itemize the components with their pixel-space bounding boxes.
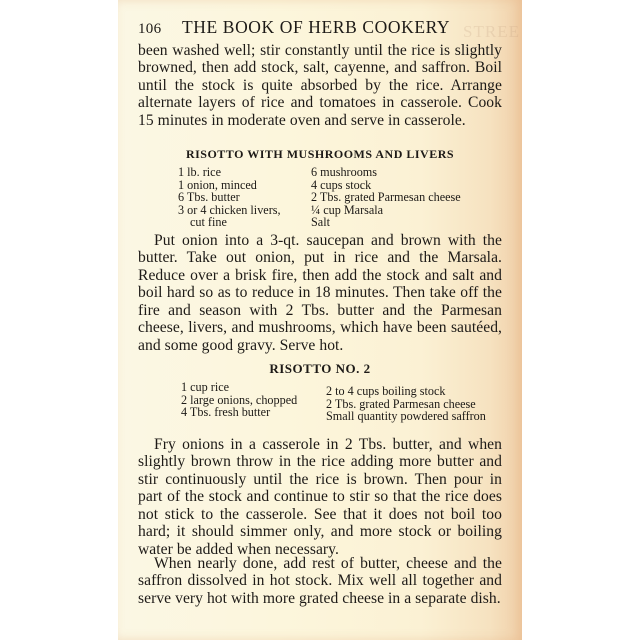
ingredient: 3 or 4 chicken livers, — [178, 202, 281, 217]
ingredient: Small quantity powdered saffron — [326, 409, 486, 424]
ingredient: 2 large onions, chopped — [181, 392, 298, 407]
ingredient: ¼ cup Marsala — [311, 202, 384, 217]
recipe-title: RISOTTO NO. 2 — [269, 361, 371, 376]
ingredient: 6 Tbs. butter — [178, 190, 240, 205]
intro-paragraph: been washed well; stir constantly until the rice is slightly browned, then add stock, salt, cayenne, and saffron. Boil until the stock is quite absorbed by the rice. Arrange alternate layers of rice and tomatoes in casserole. Cook 15 minutes in moderate oven and serve in casserole. — [138, 41, 502, 129]
ingredient: 2 to 4 cups boiling stock — [326, 384, 446, 398]
ingredient: 2 Tbs. grated Parmesan cheese — [311, 190, 461, 205]
ingredient: 1 lb. rice — [178, 165, 221, 179]
bleed-through-text: STREE — [463, 22, 520, 41]
ingredient-column-right — [311, 166, 461, 229]
running-title: THE BOOK OF HERB COOKERY — [182, 17, 451, 37]
book-page — [118, 0, 522, 640]
recipe-paragraph: When nearly done, add rest of butter, cheese and the saffron dissolved in hot stock. Mix well all together and serve very hot with more grated cheese in a separate dish. — [138, 554, 502, 607]
page-header — [138, 17, 500, 38]
ingredient: 4 cups stock — [311, 177, 372, 192]
ingredient: 4 Tbs. fresh butter — [181, 405, 271, 420]
recipe-title: RISOTTO WITH MUSHROOMS AND LIVERS — [185, 147, 455, 161]
ingredient: cut fine — [190, 215, 227, 230]
ingredient-column-right — [326, 381, 486, 423]
ingredient: Salt — [311, 215, 330, 230]
recipe-paragraph: Fry onions in a casserole in 2 Tbs. butter, and when slightly brown throw in the rice adding more butter and stir continuously until the rice is brown. Then pour in part of the stock and continue to stir so that the rice does not stick to the casserole. See that it does not boil too hard; it should simmer only, and more stock or boiling water be added when necessary. — [138, 435, 502, 558]
page-number: 106 — [138, 21, 162, 37]
ingredient-column-left — [181, 381, 326, 423]
ingredient: 1 onion, minced — [178, 177, 257, 192]
ingredient-list — [178, 166, 461, 229]
ingredient-column-left — [178, 166, 311, 229]
ingredient: 2 Tbs. grated Parmesan cheese — [326, 396, 476, 411]
recipe-paragraph: Put onion into a 3-qt. saucepan and brown with the butter. Take out onion, put in rice and the Marsala. Reduce over a brisk fire, then add the stock and salt and boil hard so as to reduce in 18 minutes. Then take off the fire and season with 2 Tbs. butter and the Parmesan cheese, livers, and mushrooms, which have been sautéed, and some good gravy. Serve hot. — [138, 231, 502, 354]
ingredient: 6 mushrooms — [311, 165, 378, 179]
ingredient: 1 cup rice — [181, 380, 230, 394]
ingredient-list — [181, 381, 486, 423]
